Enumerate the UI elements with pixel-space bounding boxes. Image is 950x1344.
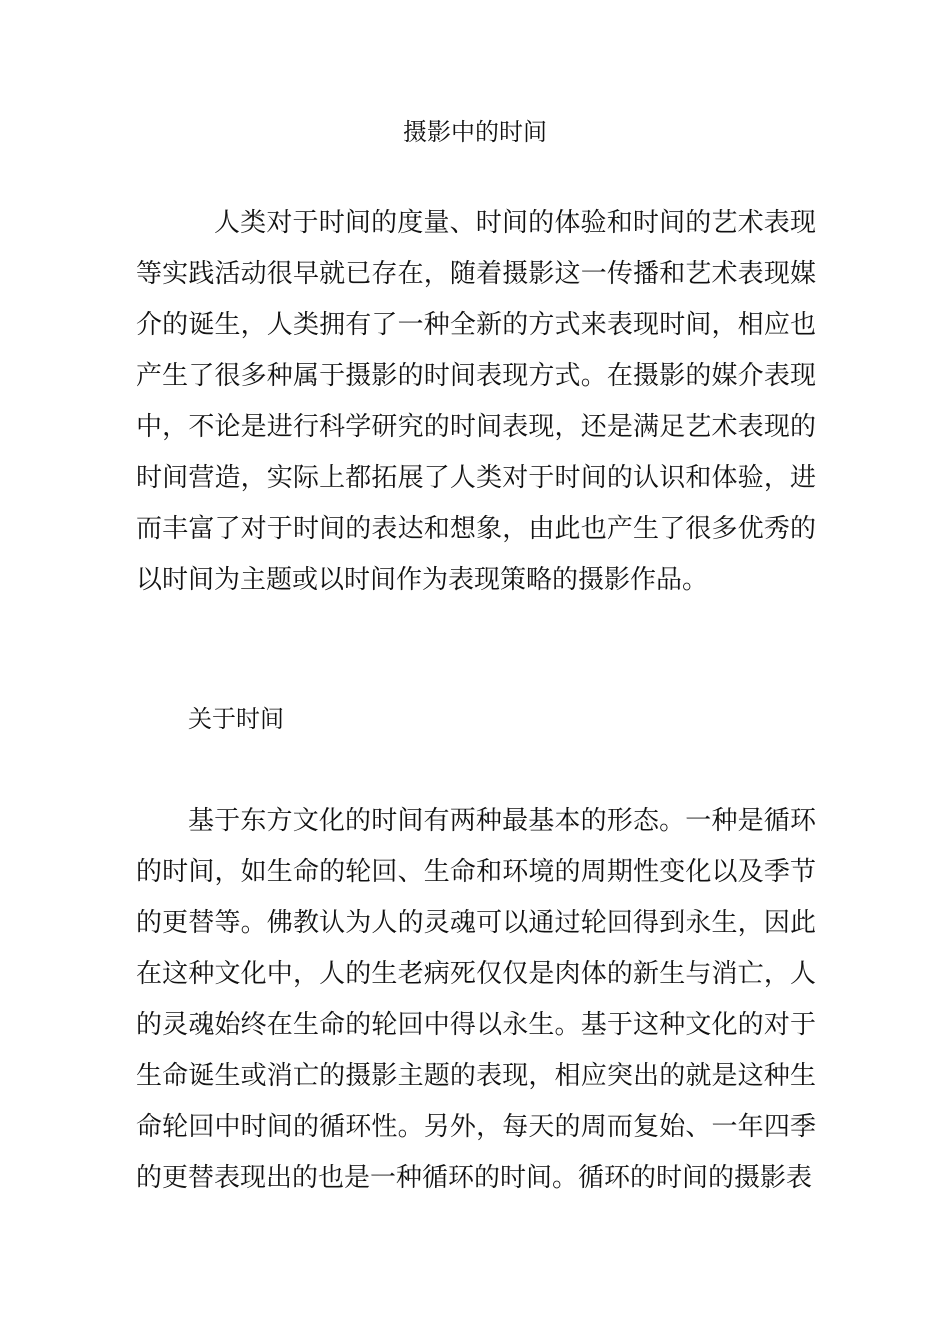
section-heading: 关于时间 — [188, 705, 284, 733]
intro-paragraph: 人类对于时间的度量、时间的体验和时间的艺术表现等实践活动很早就已存在，随着摄影这一传播和艺术表现媒介的诞生，人类拥有了一种全新的方式来表现时间，相应也产生了很多种属于摄影的时间表现方式。在摄影的媒介表现中，不论是进行科学研究的时间表现，还是满足艺术表现的时间营造，实际上都拓展了人类对于时间的认识和体验，进而丰富了对于时间的表达和想象，由此也产生了很多优秀的以时间为主题或以时间作为表现策略的摄影作品。 — [136, 208, 816, 595]
document-title: 摄影中的时间 — [403, 118, 547, 146]
body-paragraph: 基于东方文化的时间有两种最基本的形态。一种是循环的时间，如生命的轮回、生命和环境的周期性变化以及季节的更替等。佛教认为人的灵魂可以通过轮回得到永生，因此在这种文化中，人的生老病死仅仅是肉体的新生与消亡，人的灵魂始终在生命的轮回中得以永生。基于这种文化的对于生命诞生或消亡的摄影主题的表现，相应突出的就是这种生命轮回中时间的循环性。另外，每天的周而复始、一年四季的更替表现出的也是一种循环的时间。循环的时间的摄影表 — [136, 806, 816, 1193]
